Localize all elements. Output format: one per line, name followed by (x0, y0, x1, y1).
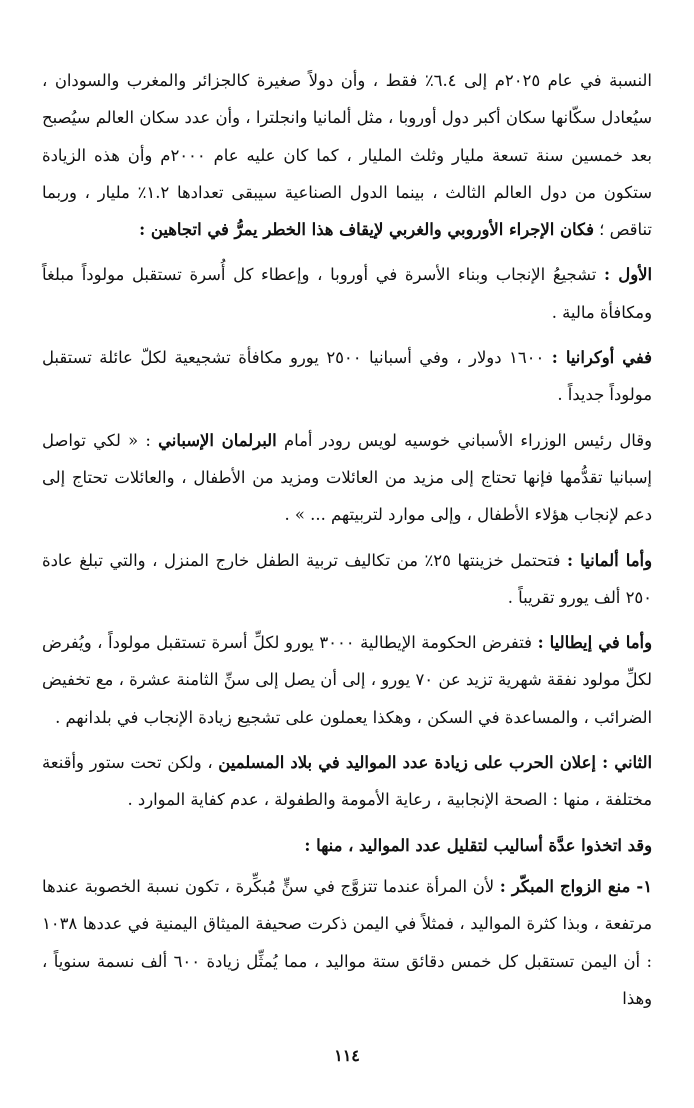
paragraph-bold-text: إعلان الحرب على زيادة عدد المواليد في بلاد المسلمين (218, 753, 603, 773)
paragraph-text: فتفرض الحكومة الإيطالية ٣٠٠٠ يورو لكلِّ أسرة تستقبل مولوداً ، ويُفرض لكلِّ مولود نفقة شهرية تزيد عن ٧٠ يورو ، إلى أن يصل إلى سنِّ الثامنة عشرة ، مع تخفيض الضرائب ، والمساعدة في السكن ، وهكذا يعملون على تشجيع زيادة الإنجاب في بلدانهم . (42, 633, 652, 727)
paragraph-methods-heading (42, 827, 652, 864)
paragraph-text: تشجيعُ الإنجاب وبناء الأسرة في أوروبا ، وإعطاء كل أُسرة تستقبل مولوداً مبلغاً ومكافأة مالية . (42, 265, 652, 322)
body-text (42, 62, 652, 1017)
paragraph-spain-quote (42, 422, 652, 534)
paragraph-text: فتحتمل خزينتها ٢٥٪ من تكاليف تربية الطفل خارج المنزل ، والتي تبلغ عادة ٢٥٠ ألف يورو تقريباً . (42, 550, 652, 607)
paragraph-lead: ١- منع الزواج المبكّر : (499, 876, 652, 896)
paragraph-ukraine (42, 339, 652, 414)
paragraph-bold-tail: فكان الإجراء الأوروبي والغربي لإيقاف هذا الخطر يمرُّ في اتجاهين : (139, 220, 594, 240)
paragraph-lead: الثاني : (602, 753, 653, 773)
paragraph-lead: وأما في إيطاليا : (537, 633, 652, 653)
paragraph-first-direction (42, 256, 652, 331)
paragraph-lead: وأما ألمانيا : (567, 550, 652, 570)
paragraph-italy (42, 624, 652, 736)
paragraph-text: النسبة في عام ٢٠٢٥م إلى ٦.٤٪ فقط ، وأن دولاً صغيرة كالجزائر والمغرب والسودان ، سيُعادل سكّانها سكان أكبر دول أوروبا ، مثل ألمانيا وانجلترا ، وأن عدد سكان العالم سيُصبح بعد خمسين سنة تسعة مليار وثلث المليار ، كما كان عليه عام ٢٠٠٠م وأن هذه الزيادة ستكون من دول العالم الثالث ، بينما الدول الصناعية سيبقى تعدادها ١.٢٪ مليار ، وربما تناقص ؛ (42, 71, 652, 240)
paragraph-text-continued: : « لكي تواصل إسبانيا تقدُّمها فإنها تحتاج إلى مزيد من العائلات ومزيد من الأطفال ، والعائلات تحتاج إلى دعم لإنجاب هؤلاء الأطفال ، وإلى موارد لتربيتهم ... » . (42, 430, 652, 525)
paragraph-population-projection (42, 62, 652, 248)
paragraph-text: ١٦٠٠ دولار ، وفي أسبانيا ٢٥٠٠ يورو مكافأة تشجيعية لكلّ عائلة تستقبل مولوداً جديداً . (42, 348, 652, 405)
page-number: ١١٤ (334, 1046, 360, 1065)
paragraph-lead: وقد اتخذوا عدَّة أساليب لتقليل عدد المواليد ، منها : (304, 835, 652, 855)
paragraph-lead: الأول : (604, 265, 653, 285)
paragraph-bold-phrase: البرلمان الإسباني (158, 430, 277, 450)
paragraph-lead: ففي أوكرانيا : (551, 348, 652, 368)
paragraph-text-continued: ، ولكن تحت ستور وأقنعة مختلفة ، منها : الصحة الإنجابية ، رعاية الأمومة والطفولة ، عدم كفاية الموارد . (42, 753, 652, 810)
paragraph-text: وقال رئيس الوزراء الأسباني خوسيه لويس رودر أمام (276, 430, 652, 450)
paragraph-second-direction (42, 744, 652, 819)
paragraph-early-marriage (42, 868, 652, 1017)
paragraph-text: لأن المرأة عندما تتزوَّج في سنٍّ مُبكِّرة ، تكون نسبة الخصوبة عندها مرتفعة ، وبذا كثرة المواليد ، فمثلاً في اليمن ذكرت صحيفة الميثاق اليمنية في عددها ١٠٣٨ : أن اليمن تستقبل كل خمس دقائق ستة مواليد ، مما يُمثِّل زيادة ٦٠٠ ألف نسمة سنوياً ، وهذا (42, 876, 652, 1008)
paragraph-germany (42, 542, 652, 617)
